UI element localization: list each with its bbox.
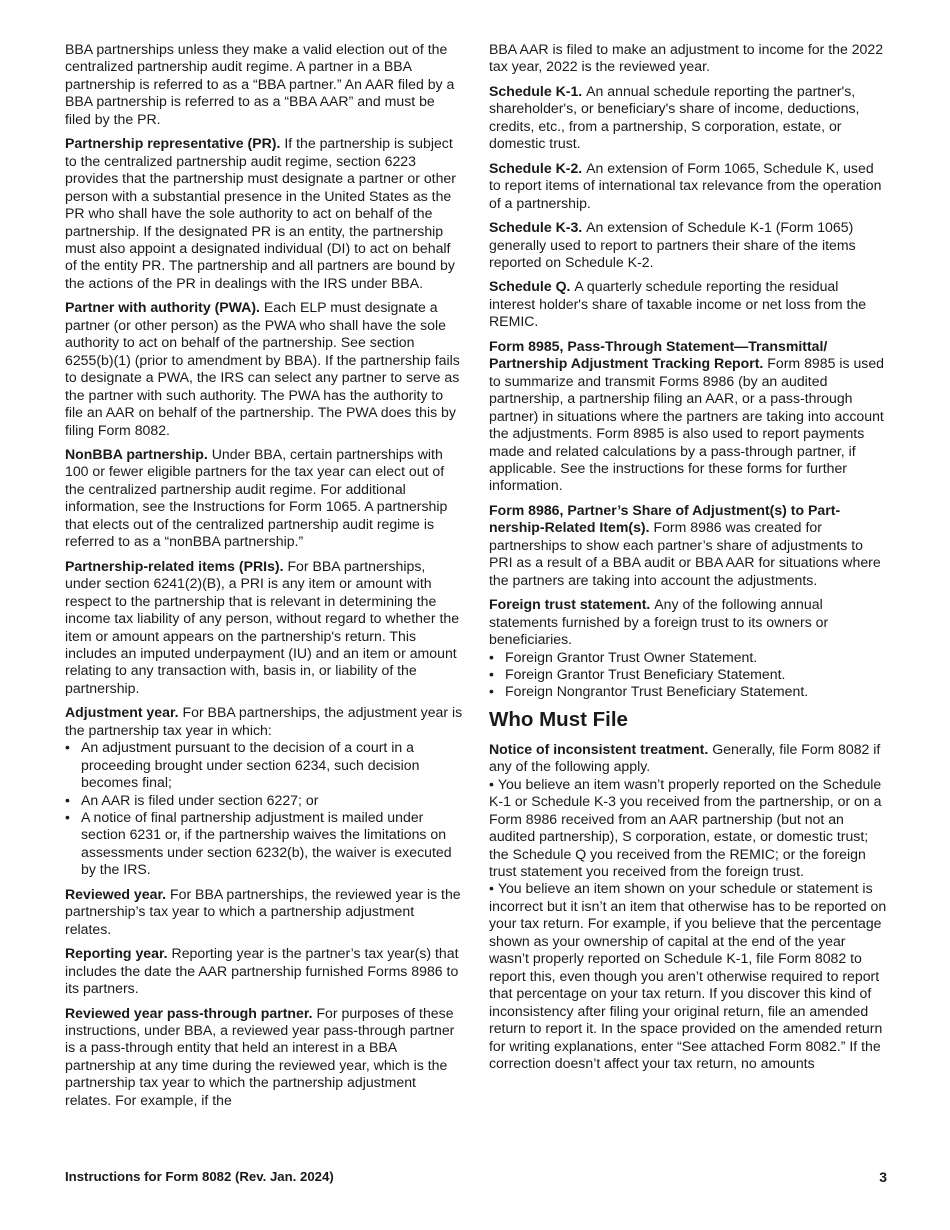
adjustment-year-text: For BBA partnerships, the adjustment year is the partnership tax year in which: bbox=[65, 704, 463, 738]
list-item bbox=[65, 792, 463, 809]
schedule-k3-term: Schedule K-3. bbox=[489, 219, 583, 236]
foreign-trust-intro bbox=[489, 596, 887, 648]
foreign-trust-term: Foreign trust statement. bbox=[489, 596, 651, 613]
list-item bbox=[65, 739, 463, 791]
form-8986-text: Form 8986 was created for partnerships to show each partner’s share of adjustments to PRI as a result of a BBA audit or BBA AAR for situations where the partners are taking into account the adjustments. bbox=[489, 519, 881, 588]
bullet-icon: • bbox=[65, 791, 70, 808]
bullet-icon: • bbox=[489, 683, 494, 700]
reviewed-year-term: Reviewed year. bbox=[65, 885, 167, 902]
who-must-file-heading: Who Must File bbox=[489, 707, 628, 731]
reporting-year-text: Reporting year is the partner’s tax year(s) that includes the date the AAR partnership furnished Forms 8986 to its partners. bbox=[65, 945, 459, 997]
page-footer bbox=[65, 1169, 887, 1184]
list-item-text: You believe an item shown on your schedule or statement is incorrect but it isn’t an item that otherwise has to be reported on your tax return. For example, if you believe that the percentage shown as your ownership of capital at the end of the year wasn’t properly reported on Schedule K-1, file Form 8082 to report this, even though you aren’t otherwise required to report that percentage on your tax return. If you discover this kind of inconsistency after filing your original return, file an amended return to report it. In the space provided on the amended return for writing explanations, enter “See attached Form 8082.” If the correction doesn’t affect your tax return, no amounts bbox=[489, 880, 887, 1072]
foreign-trust-statement-definition bbox=[489, 596, 887, 701]
pass-through-partner-term: Reviewed year pass-through partner. bbox=[65, 1004, 313, 1021]
list-item-text: A notice of final partnership adjustment is mailed under section 6231 or, if the partnership waives the limitations on assessments under section 6232(b), the waiver is executed by the IRS. bbox=[81, 809, 452, 878]
form-8985-definition bbox=[489, 338, 887, 495]
form-8986-term: Form 8986, Partner’s Share of Adjustment(s) to Partnership-Related Item(s). bbox=[489, 501, 841, 536]
pri-definition bbox=[65, 558, 463, 698]
reviewed-year-text: For BBA partnerships, the reviewed year is the partnership’s tax year to which a partnership adjustment relates. bbox=[65, 885, 461, 937]
foreign-trust-text: Any of the following annual statements furnished by a foreign trust to its owners or beneficiaries. bbox=[489, 596, 829, 648]
pass-through-partner-definition bbox=[65, 1005, 463, 1110]
list-item-text: Foreign Grantor Trust Beneficiary Statement. bbox=[505, 665, 786, 682]
adjustment-year-term: Adjustment year. bbox=[65, 704, 179, 721]
footer-title: Instructions for Form 8082 (Rev. Jan. 2024) bbox=[65, 1169, 334, 1184]
pri-text: For BBA partnerships, under section 6241(2)(B), a PRI is any item or amount with respect to the partnership that is relevant in determining the income tax liability of any person, without regard to whether the item or amount appears on the partnership's return. This includes an imputed underpayment (IU) and an item or amount relating to any transaction with, basis in, or liability of the partnership. bbox=[65, 557, 460, 696]
schedule-k1-term: Schedule K-1. bbox=[489, 82, 583, 99]
form-8985-term: Form 8985, Pass-Through Statement—Transmittal/ Partnership Adjustment Tracking Report. bbox=[489, 337, 828, 372]
list-item bbox=[489, 683, 887, 700]
bullet-icon: • bbox=[65, 739, 70, 756]
form-8986-definition bbox=[489, 502, 887, 589]
pass-through-partner-text: For purposes of these instructions, under BBA, a reviewed year pass-through partner is a pass-through entity that held an interest in a BBA partnership at any time during the reviewed year, which is the partnership tax year to which the partnership adjustment relates. For example, if the bbox=[65, 1004, 455, 1108]
notice-term: Notice of inconsistent treatment. bbox=[489, 740, 709, 757]
list-item bbox=[489, 776, 887, 881]
list-item-text: Foreign Nongrantor Trust Beneficiary Statement. bbox=[505, 683, 809, 700]
list-item-text: An AAR is filed under section 6227; or bbox=[81, 791, 319, 808]
bullet-icon: • bbox=[65, 809, 70, 826]
list-item-text: Foreign Grantor Trust Owner Statement. bbox=[505, 648, 758, 665]
bullet-icon: • bbox=[489, 775, 494, 792]
schedule-q-term: Schedule Q. bbox=[489, 278, 571, 295]
list-item bbox=[489, 666, 887, 683]
pr-definition bbox=[65, 135, 463, 292]
bullet-icon: • bbox=[489, 648, 494, 665]
nonbba-text: Under BBA, certain partnerships with 100 or fewer eligible partners for the tax year can elect out of the centralized partnership audit regime. For additional information, see the Instructions for Form 1065. A partnership that elects out of the centralized partnership audit regime is referred to as a “nonBBA partnership.” bbox=[65, 445, 448, 550]
list-item bbox=[489, 880, 887, 1072]
schedule-k2-definition bbox=[489, 160, 887, 212]
schedule-k1-definition bbox=[489, 83, 887, 153]
list-item-text: An adjustment pursuant to the decision of a court in a proceeding brought under section 6234, such decision becomes final; bbox=[81, 739, 420, 791]
list-item bbox=[489, 649, 887, 666]
schedule-k2-term: Schedule K-2. bbox=[489, 159, 583, 176]
schedule-k1-text: An annual schedule reporting the partner's, shareholder's, or beneficiary's share of income, deductions, credits, etc., from a partnership, S corporation, estate, or domestic trust. bbox=[489, 82, 860, 152]
nonbba-definition bbox=[65, 446, 463, 551]
schedule-k3-definition bbox=[489, 219, 887, 271]
page-number: 3 bbox=[879, 1169, 887, 1185]
continued-paragraph: BBA AAR is filed to make an adjustment to income for the 2022 tax year, 2022 is the reviewed year. bbox=[489, 41, 884, 75]
schedule-q-text: A quarterly schedule reporting the residual interest holder's share of taxable income or net loss from the REMIC. bbox=[489, 278, 867, 330]
pwa-term: Partner with authority (PWA). bbox=[65, 299, 260, 316]
pwa-definition bbox=[65, 299, 463, 439]
pwa-text: Each ELP must designate a partner (or other person) as the PWA who shall have the sole authority to act on behalf of the partnership. See section 6255(b)(1) (prior to amendment by BBA). If the partnership fails to designate a PWA, the IRS can select any partner to serve as the partner with such authority. The PWA has the authority to file an AAR on behalf of the partnership. The PWA does this by filing Form 8082. bbox=[65, 299, 460, 438]
schedule-q-definition bbox=[489, 278, 887, 330]
notice-intro bbox=[489, 741, 887, 776]
bullet-icon: • bbox=[489, 880, 494, 897]
schedule-k3-text: An extension of Schedule K-1 (Form 1065) generally used to report to partners their share of the items reported on Schedule K-2. bbox=[489, 219, 856, 270]
list-item bbox=[65, 809, 463, 879]
left-column bbox=[65, 41, 463, 1116]
schedule-k2-text: An extension of Form 1065, Schedule K, used to report items of international tax relevance from the operation of a partnership. bbox=[489, 159, 882, 211]
nonbba-term: NonBBA partnership. bbox=[65, 445, 208, 462]
list-item-text: You believe an item wasn’t properly reported on the Schedule K-1 or Schedule K-3 you received from the partnership, or on a Form 8986 received from an AAR partnership (but not an audited partnership), S corporation, estate, or domestic trust; the Schedule Q you received from the REMIC; or the foreign trust statement you received from the foreign trust. bbox=[489, 775, 882, 880]
intro-paragraph: BBA partnerships unless they make a valid election out of the centralized partnership audit regime. A partner in a BBA partnership is referred to as a “BBA partner.” An AAR filed by a BBA partnership is referred to as a “BBA AAR” and must be filed by the PR. bbox=[65, 41, 455, 127]
pr-term: Partnership representative (PR). bbox=[65, 135, 281, 152]
bullet-icon: • bbox=[489, 665, 494, 682]
adjustment-year-intro bbox=[65, 704, 463, 739]
form-8985-text: Form 8985 is used to summarize and transmit Forms 8986 (by an audited partnership, a partnership filing an AAR, or a pass-through partner) in situations where the partners are taking into account the adjustments. Form 8985 is also used to report payments made and related calculations by a pass-through partner, if applicable. See the instructions for these forms for further information. bbox=[489, 355, 885, 494]
pri-term: Partnership-related items (PRIs). bbox=[65, 557, 284, 574]
notice-text: Generally, file Form 8082 if any of the following apply. bbox=[489, 740, 881, 775]
reporting-year-definition bbox=[65, 945, 463, 997]
pr-text: If the partnership is subject to the centralized partnership audit regime, section 6223 provides that the partnership must designate a partner or other person with a substantial presence in the United States as the PR who shall have the sole authority to act on behalf of the partnership. If the designated PR is an entity, the partnership must also appoint a designated individual (DI) to act on behalf of the entity PR. The partnership and all partners are bound by the actions of the PR in dealings with the IRS under BBA. bbox=[65, 135, 456, 291]
reporting-year-term: Reporting year. bbox=[65, 945, 168, 962]
adjustment-year-definition bbox=[65, 704, 463, 879]
notice-inconsistent-treatment bbox=[489, 741, 887, 1073]
reviewed-year-definition bbox=[65, 886, 463, 938]
right-column bbox=[489, 41, 887, 1079]
